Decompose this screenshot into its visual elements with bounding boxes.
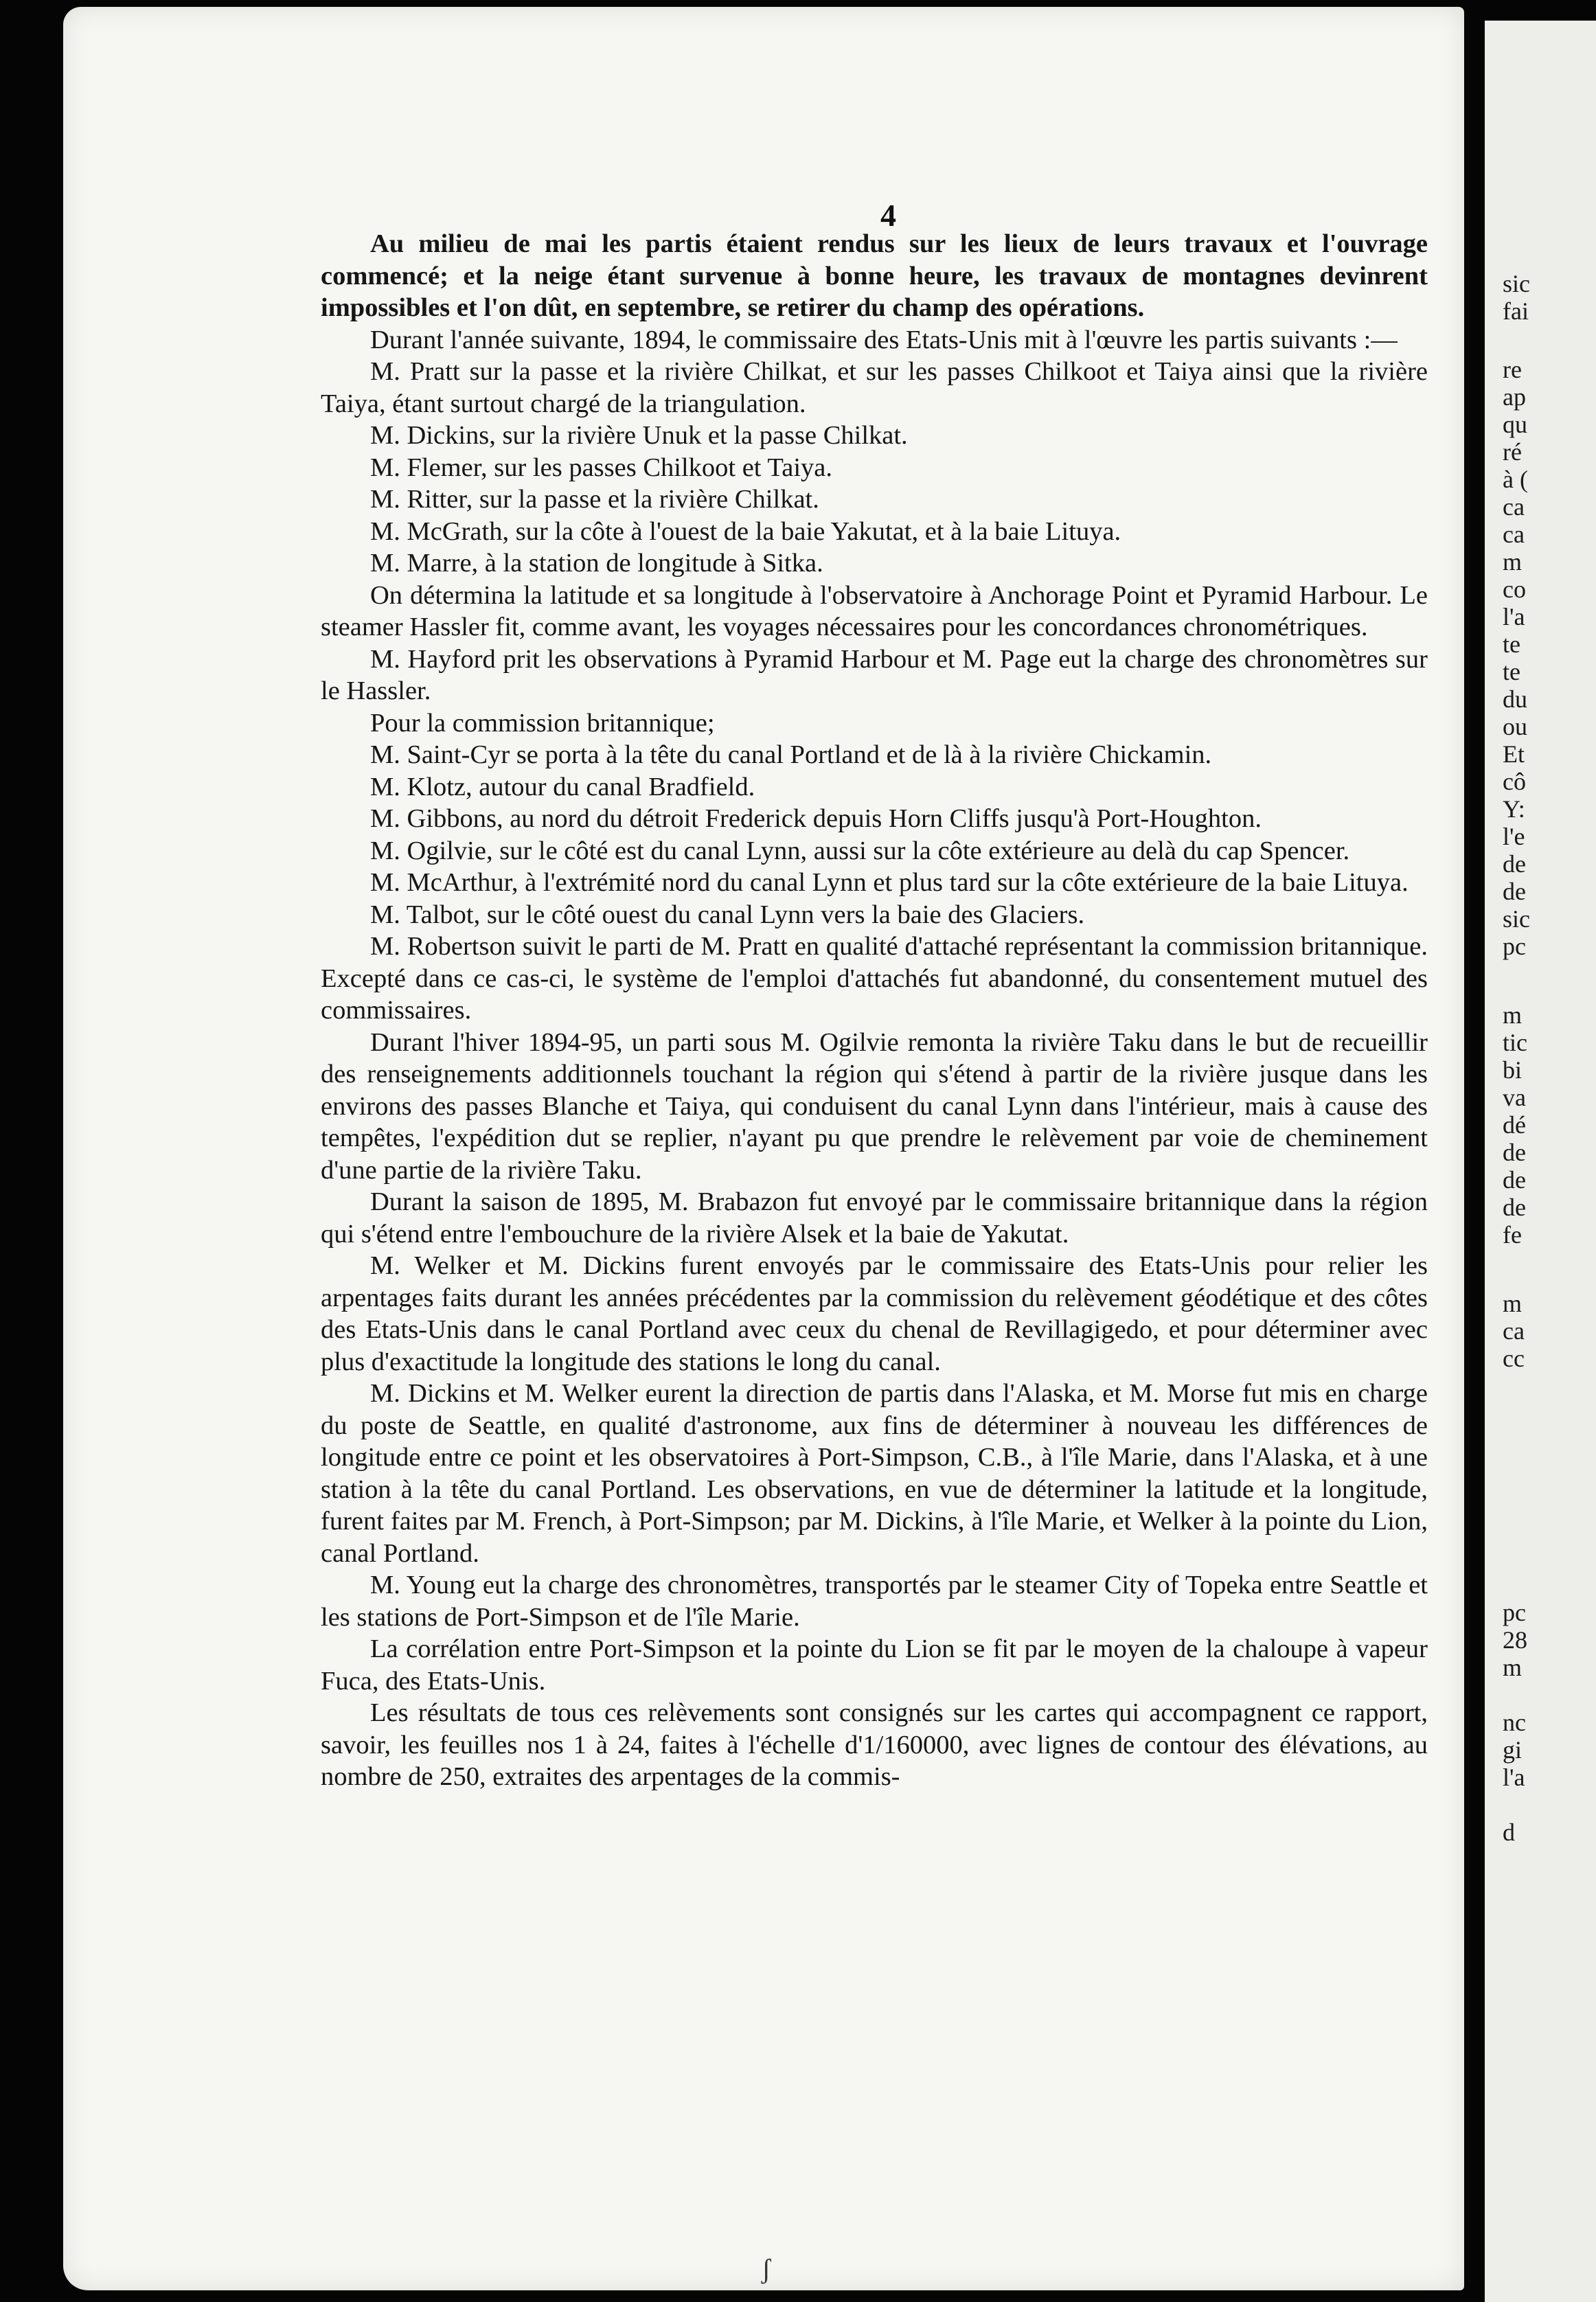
page-edge-fragment: m [1503, 1290, 1523, 1317]
paragraph: Durant l'hiver 1894-95, un parti sous M. Ogilvie remonta la rivière Taku dans le but de recueillir des renseignements additionnels touchant la région qui s'étend à partir de la rivière jusque dans les environs des passes Blanche et Taiya, qui conduisent du canal Lynn dans l'intérieur, mais à cause des tempêtes, l'expédition dut se replier, n'ayant pu que prendre le relèvement par voie de cheminement d'une partie de la rivière Taku. [321, 1027, 1428, 1185]
footer-mark: ʃ [762, 2253, 771, 2284]
page-edge-fragment: m [1503, 548, 1523, 576]
page-edge-fragment: 28 [1503, 1626, 1527, 1654]
page-edge-fragment: du [1503, 685, 1527, 713]
paragraph: M. Pratt sur la passe et la rivière Chilkat, et sur les passes Chilkoot et Taiya ainsi que la rivière Taiya, étant surtout chargé de la triangulation. [321, 357, 1428, 418]
page-edge-fragment: de [1503, 1166, 1526, 1194]
page-edge-fragment: d [1503, 1819, 1515, 1846]
page-number: 4 [880, 198, 896, 233]
page-edge-fragment: re [1503, 356, 1522, 383]
page-edge-fragment: de [1503, 878, 1526, 905]
paragraph: M. Dickins et M. Welker eurent la direction de partis dans l'Alaska, et M. Morse fut mis en charge du poste de Seattle, en qualité d'astronome, aux fins de déterminer à nouveau les différences de longitude entre ce point et les observatoires à Port-Simpson, C.B., à l'île Marie, dans l'Alaska, et à une station à la tête du canal Portland. Les observations, en vue de déterminer la latitude et la longitude, furent faites par M. French, à Port-Simpson; par M. Dickins, à l'île Marie, et Welker à la pointe du Lion, canal Portland. [321, 1379, 1428, 1568]
paragraph: M. Klotz, autour du canal Bradfield. [370, 772, 755, 801]
page-edge-fragment: gi [1503, 1736, 1523, 1764]
page-edge-fragment: l'e [1503, 823, 1525, 850]
page-edge-fragment: pc [1503, 933, 1526, 960]
page-edge-fragment: fai [1503, 297, 1529, 325]
page-edge-fragment: cô [1503, 768, 1526, 795]
paragraph: M. Young eut la charge des chronomètres, transportés par le steamer City of Topeka entre Seattle et les stations de Port-Simpson et de l'île Marie. [321, 1571, 1428, 1632]
page-edge-fragment: de [1503, 1139, 1526, 1166]
page-edge-fragment: fe [1503, 1221, 1522, 1249]
page-edge-fragment: nc [1503, 1709, 1526, 1736]
page-edge-fragment: l'a [1503, 603, 1525, 630]
page-edge-fragment: ou [1503, 713, 1527, 740]
paragraph: La corrélation entre Port-Simpson et la pointe du Lion se fit par le moyen de la chaloupe à vapeur Fuca, des Etats-Unis. [321, 1634, 1428, 1696]
page-edge-fragment: ap [1503, 383, 1526, 411]
page-edge-fragment: tic [1503, 1029, 1527, 1056]
page-edge-fragment: à ( [1503, 466, 1528, 493]
page-edge-fragment: de [1503, 850, 1526, 878]
paragraph: M. Dickins, sur la rivière Unuk et la passe Chilkat. [370, 421, 908, 450]
page-edge-fragment: l'a [1503, 1764, 1525, 1791]
page-edge-fragment: qu [1503, 411, 1527, 438]
page-edge-fragment: bi [1503, 1056, 1523, 1084]
paragraph: M. Hayford prit les observations à Pyramid Harbour et M. Page eut la charge des chronomètres sur le Hassler. [321, 644, 1428, 705]
page-edge-fragment: te [1503, 630, 1520, 658]
paragraph: Pour la commission britannique; [370, 708, 715, 738]
paragraph: Au milieu de mai les partis étaient rendus sur les lieux de leurs travaux et l'ouvrage commencé; et la neige étant survenue à bonne heure, les travaux de montagnes devinrent impossibles et l'on dût, en septembre, se retirer du champ des opérations. [321, 229, 1428, 322]
page-edge-fragment: sic [1503, 270, 1530, 297]
paragraph: M. Talbot, sur le côté ouest du canal Lynn vers la baie des Glaciers. [370, 900, 1085, 929]
page-edge-fragment: cc [1503, 1345, 1525, 1372]
page-edge-fragment: co [1503, 576, 1526, 603]
page-edge-fragment: pc [1503, 1599, 1526, 1626]
paragraph: M. Marre, à la station de longitude à Sitka. [370, 549, 823, 578]
page-edge-fragment: te [1503, 658, 1520, 685]
page-edge-fragment: m [1503, 1654, 1523, 1681]
paragraph: M. Gibbons, au nord du détroit Frederick depuis Horn Cliffs jusqu'à Port-Houghton. [370, 804, 1262, 833]
page-edge-fragment: ca [1503, 521, 1525, 548]
page-edge-fragment: sic [1503, 905, 1530, 933]
body-text [321, 228, 1428, 1793]
page-edge-fragment: de [1503, 1194, 1526, 1221]
page-edge-fragment: ca [1503, 1317, 1525, 1345]
paragraph: M. Flemer, sur les passes Chilkoot et Taiya. [370, 453, 832, 482]
document-page [63, 7, 1464, 2290]
paragraph: M. Robertson suivit le parti de M. Pratt en qualité d'attaché représentant la commission britannique. Excepté dans ce cas-ci, le système de l'emploi d'attachés fut abandonné, du consentement mutuel des commissaires. [321, 932, 1428, 1025]
paragraph: M. Ogilvie, sur le côté est du canal Lynn, aussi sur la côte extérieure au delà du cap Spencer. [370, 836, 1350, 865]
paragraph: M. McArthur, à l'extrémité nord du canal Lynn et plus tard sur la côte extérieure de la baie Lituya. [370, 868, 1409, 897]
paragraph: M. Welker et M. Dickins furent envoyés par le commissaire des Etats-Unis pour relier les arpentages faits durant les années précédentes par la commission du relèvement géodétique et des côtes des Etats-Unis dans le canal Portland avec ceux du chenal de Revillagigedo, et pour déterminer avec plus d'exactitude la longitude des stations le long du canal. [321, 1251, 1428, 1376]
paragraph: M. Saint-Cyr se porta à la tête du canal Portland et de là à la rivière Chickamin. [370, 740, 1212, 769]
paragraph: On détermina la latitude et sa longitude à l'observatoire à Anchorage Point et Pyramid Harbour. Le steamer Hassler fit, comme avant, les voyages nécessaires pour les concordances chronométriques. [321, 580, 1428, 641]
paragraph: M. McGrath, sur la côte à l'ouest de la baie Yakutat, et à la baie Lituya. [370, 516, 1121, 546]
page-edge-fragment: m [1503, 1001, 1523, 1029]
adjacent-page-edge [1485, 21, 1596, 2302]
page-edge-fragment: va [1503, 1084, 1526, 1111]
page-edge-fragment: Et [1503, 740, 1525, 768]
page-edge-fragment: ré [1503, 438, 1522, 466]
paragraph: Durant la saison de 1895, M. Brabazon fut envoyé par le commissaire britannique dans la région qui s'étend entre l'embouchure de la rivière Alsek et la baie de Yakutat. [321, 1187, 1428, 1249]
paragraph: Les résultats de tous ces relèvements sont consignés sur les cartes qui accompagnent ce rapport, savoir, les feuilles nos 1 à 24, faites à l'échelle d'1/160000, avec lignes de contour des élévations, au nombre de 250, extraites des arpentages de la commis- [321, 1698, 1428, 1791]
paragraph: Durant l'année suivante, 1894, le commissaire des Etats-Unis mit à l'œuvre les partis suivants :— [370, 325, 1398, 354]
page-edge-fragment: ca [1503, 493, 1525, 521]
paragraph: M. Ritter, sur la passe et la rivière Chilkat. [370, 485, 819, 514]
page-edge-fragment: Y: [1503, 795, 1525, 823]
page-edge-fragment: dé [1503, 1111, 1526, 1139]
